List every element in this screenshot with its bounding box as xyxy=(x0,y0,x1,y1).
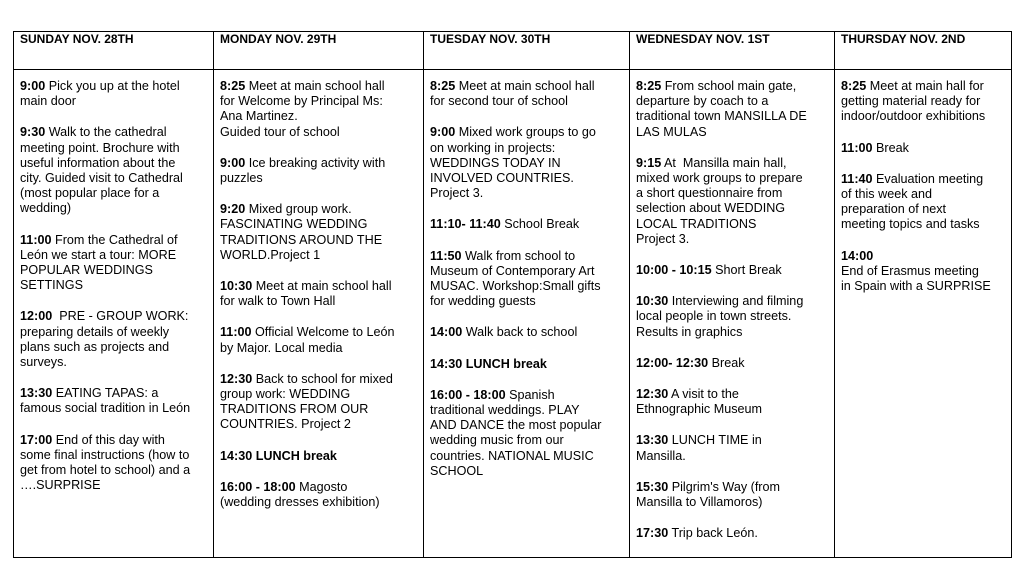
entry-line xyxy=(20,79,207,94)
entry-line xyxy=(636,109,828,124)
entry-text: INVOLVED COUNTRIES. xyxy=(430,171,574,186)
schedule-entry xyxy=(841,141,1005,156)
schedule-entry xyxy=(430,79,623,109)
schedule-entry xyxy=(20,433,207,494)
schedule-entry xyxy=(636,156,828,247)
entry-line xyxy=(20,156,207,171)
entry-text: SCHOOL xyxy=(430,463,484,478)
entry-text: meeting point. Brochure with xyxy=(20,140,180,155)
entry-text: selection about WEDDING xyxy=(636,201,786,216)
entry-text: Meet at main school hall xyxy=(252,279,392,294)
schedule-entry xyxy=(220,372,417,433)
entry-text: Interviewing and filming xyxy=(668,294,804,309)
day-cell-sunday xyxy=(14,70,214,558)
day-header-monday: MONDAY NOV. 29TH xyxy=(214,32,424,70)
entry-text: for wedding guests xyxy=(430,294,536,309)
schedule-row xyxy=(14,70,1012,558)
entry-time: 9:00 xyxy=(220,155,246,170)
entry-time: 11:00 xyxy=(20,232,52,247)
entry-line xyxy=(20,309,207,324)
day-cell-tuesday xyxy=(424,70,630,558)
entry-time: 12:00 xyxy=(20,309,53,324)
entry-line xyxy=(636,171,828,186)
schedule-entry xyxy=(430,217,623,232)
entry-line xyxy=(430,294,623,309)
day-header-sunday: SUNDAY NOV. 28TH xyxy=(14,32,214,70)
entry-text: Ice breaking activity with xyxy=(245,155,386,170)
schedule-entry xyxy=(636,263,828,278)
entry-line xyxy=(430,171,623,186)
entry-text: for Welcome by Principal Ms: xyxy=(220,94,383,109)
day-header-thursday: THURSDAY NOV. 2ND xyxy=(835,32,1012,70)
entry-text: preparation of next xyxy=(841,202,947,217)
entry-line xyxy=(20,325,207,340)
entry-line xyxy=(220,387,417,402)
entry-text: Evaluation meeting xyxy=(872,171,984,186)
entry-line xyxy=(841,109,1005,124)
entry-text: Meet at main school hall xyxy=(245,79,385,93)
entry-line xyxy=(20,248,207,263)
entry-text: Guided tour of school xyxy=(220,124,340,139)
entry-line xyxy=(430,279,623,294)
entry-line xyxy=(220,109,417,124)
entry-time: 10:00 - 10:15 xyxy=(636,263,712,278)
schedule-entry xyxy=(430,388,623,479)
entry-text: Museum of Contemporary Art xyxy=(430,263,595,278)
entry-time: 14:00 xyxy=(430,325,463,340)
entry-line xyxy=(636,294,828,309)
schedule-entry xyxy=(20,233,207,294)
schedule-entry xyxy=(220,325,417,355)
entry-line xyxy=(430,79,623,94)
entry-time: 14:30 xyxy=(220,448,253,463)
entry-line xyxy=(20,233,207,248)
schedule-entry xyxy=(220,79,417,140)
entry-time: 8:25 xyxy=(430,79,456,93)
entry-time: 10:30 xyxy=(220,279,253,294)
entry-time: 9:15 xyxy=(636,155,662,170)
entry-line xyxy=(636,356,828,371)
entry-text: LOCAL TRADITIONS xyxy=(636,216,757,231)
entry-line xyxy=(430,325,623,340)
entry-time: 15:30 xyxy=(636,479,669,494)
entry-line xyxy=(841,264,1005,279)
entry-text: Ethnographic Museum xyxy=(636,402,763,417)
entry-time: 11:40 xyxy=(841,171,873,186)
entry-line xyxy=(636,449,828,464)
entry-line xyxy=(20,263,207,278)
entry-line xyxy=(20,171,207,186)
entry-line xyxy=(220,402,417,417)
day-header-tuesday: TUESDAY NOV. 30TH xyxy=(424,32,630,70)
schedule-entry xyxy=(430,325,623,340)
entry-text: Spanish xyxy=(505,387,555,402)
entry-line xyxy=(220,156,417,171)
schedule-entry xyxy=(20,79,207,109)
entry-line xyxy=(20,94,207,109)
entry-text: getting material ready for xyxy=(841,94,981,109)
entry-text: Mansilla to Villamoros) xyxy=(636,495,763,510)
entry-line xyxy=(220,79,417,94)
entry-text: main door xyxy=(20,94,77,109)
schedule-entry xyxy=(220,449,417,464)
entry-line xyxy=(636,309,828,324)
entry-text: A visit to the xyxy=(668,387,739,402)
entry-time: 11:00 xyxy=(841,140,873,155)
entry-line xyxy=(841,79,1005,94)
entry-line xyxy=(20,448,207,463)
entry-line xyxy=(20,141,207,156)
entry-text: indoor/outdoor exhibitions xyxy=(841,109,986,124)
entry-line xyxy=(220,125,417,140)
entry-line xyxy=(636,526,828,541)
entry-line xyxy=(430,418,623,433)
entry-time: 9:00 xyxy=(20,79,46,93)
entry-text: FASCINATING WEDDING xyxy=(220,217,368,232)
schedule-entry xyxy=(220,279,417,309)
entry-line xyxy=(20,340,207,355)
entry-time: 12:00- 12:30 xyxy=(636,355,709,370)
entry-text: Walk to the cathedral xyxy=(45,125,167,140)
entry-line xyxy=(636,263,828,278)
entry-line xyxy=(636,125,828,140)
entry-text: Meet at main hall for xyxy=(866,79,984,93)
entry-text: EATING TAPAS: a xyxy=(52,386,159,401)
entry-text: preparing details of weekly xyxy=(20,324,170,339)
day-header-wednesday: WEDNESDAY NOV. 1ST xyxy=(630,32,835,70)
entry-time: 12:30 xyxy=(220,371,253,386)
entry-text: Project 3. xyxy=(636,231,690,246)
entry-text: Mixed work groups to go xyxy=(455,125,596,140)
entry-text: PRE - GROUP WORK: xyxy=(52,309,189,324)
schedule-entry xyxy=(20,309,207,370)
entry-line xyxy=(841,217,1005,232)
entry-text: puzzles xyxy=(220,171,263,186)
entry-line xyxy=(20,386,207,401)
entry-line xyxy=(20,186,207,201)
entry-line xyxy=(220,279,417,294)
schedule-entry xyxy=(20,386,207,416)
schedule-entry xyxy=(841,249,1005,295)
entry-line xyxy=(636,186,828,201)
entry-line xyxy=(220,171,417,186)
entry-time: 13:30 xyxy=(636,433,669,448)
entry-text: Official Welcome to León xyxy=(251,325,395,340)
entry-text: (wedding dresses exhibition) xyxy=(220,495,380,510)
entry-line xyxy=(220,341,417,356)
entry-line xyxy=(636,433,828,448)
entry-line xyxy=(430,403,623,418)
entry-text: Magosto xyxy=(295,479,348,494)
entry-line xyxy=(220,217,417,232)
entry-text: Mixed group work. xyxy=(245,202,352,217)
entry-line xyxy=(220,94,417,109)
entry-text: Results in graphics xyxy=(636,324,743,339)
schedule-table xyxy=(13,31,1012,558)
entry-text: traditional weddings. PLAY xyxy=(430,403,580,418)
entry-time: 8:25 xyxy=(636,79,662,93)
entry-time: 8:25 xyxy=(220,79,246,93)
schedule-entry xyxy=(636,79,828,140)
schedule-entry xyxy=(636,387,828,417)
entry-text: Meet at main school hall xyxy=(455,79,595,93)
entry-text: on working in projects: xyxy=(430,140,556,155)
entry-line xyxy=(636,402,828,417)
entry-line xyxy=(430,449,623,464)
entry-line xyxy=(841,279,1005,294)
entry-text: Break xyxy=(708,355,745,370)
entry-text: COUNTRIES. Project 2 xyxy=(220,417,351,432)
entry-text: plans such as projects and xyxy=(20,339,170,354)
entry-text: POPULAR WEDDINGS xyxy=(20,263,153,278)
schedule-entry xyxy=(430,125,623,201)
entry-line xyxy=(220,294,417,309)
entry-line xyxy=(841,172,1005,187)
entry-text: mixed work groups to prepare xyxy=(636,171,803,186)
schedule-entry xyxy=(636,356,828,371)
entry-line xyxy=(20,433,207,448)
entry-text: School Break xyxy=(500,217,580,232)
entry-text: End of this day with xyxy=(52,432,165,447)
entry-text: From the Cathedral of xyxy=(51,232,178,247)
entry-text: by Major. Local media xyxy=(220,340,343,355)
entry-time: 9:00 xyxy=(430,125,456,140)
entry-line xyxy=(636,201,828,216)
entry-text: wedding music from our xyxy=(430,433,564,448)
entry-line xyxy=(20,355,207,370)
entry-text: for second tour of school xyxy=(430,94,568,109)
schedule-entry xyxy=(430,249,623,310)
entry-line xyxy=(636,232,828,247)
entry-text: of this week and xyxy=(841,187,933,202)
entry-time: 13:30 xyxy=(20,386,53,401)
entry-text: ….SURPRISE xyxy=(20,478,101,493)
entry-text: MUSAC. Workshop:Small gifts xyxy=(430,279,601,294)
entry-line xyxy=(430,388,623,403)
entry-text: city. Guided visit to Cathedral xyxy=(20,171,183,186)
entry-line xyxy=(430,141,623,156)
entry-text: TRADITIONS FROM OUR xyxy=(220,402,369,417)
entry-line xyxy=(20,463,207,478)
entry-line xyxy=(430,186,623,201)
schedule-entry xyxy=(220,156,417,186)
entry-text: León we start a tour: MORE xyxy=(20,247,177,262)
entry-line xyxy=(841,141,1005,156)
entry-line xyxy=(636,387,828,402)
entry-line xyxy=(636,94,828,109)
entry-text: LUNCH TIME in xyxy=(668,433,762,448)
entry-text: group work: WEDDING xyxy=(220,387,351,402)
entry-text: At Mansilla main hall, xyxy=(661,155,787,170)
entry-line xyxy=(430,249,623,264)
entry-time: 11:50 xyxy=(430,248,462,263)
schedule-entry xyxy=(636,294,828,340)
entry-text: some final instructions (how to xyxy=(20,447,190,462)
entry-line xyxy=(841,202,1005,217)
entry-line xyxy=(636,325,828,340)
entry-time: 16:00 - 18:00 xyxy=(220,479,296,494)
entry-line xyxy=(430,125,623,140)
entry-text: Ana Martinez. xyxy=(220,109,298,124)
entry-line xyxy=(636,79,828,94)
entry-text: a short questionnaire from xyxy=(636,186,783,201)
entry-text: WORLD.Project 1 xyxy=(220,247,321,262)
entry-line xyxy=(430,217,623,232)
schedule-entry xyxy=(20,125,207,216)
entry-text: From school main gate, xyxy=(661,79,797,93)
entry-text: LUNCH break xyxy=(462,356,547,371)
entry-line xyxy=(220,495,417,510)
entry-time: 9:30 xyxy=(20,125,46,140)
entry-line xyxy=(636,217,828,232)
entry-line xyxy=(220,325,417,340)
day-cell-thursday xyxy=(835,70,1012,558)
entry-line xyxy=(430,94,623,109)
entry-text: famous social tradition in León xyxy=(20,401,191,416)
entry-line xyxy=(220,202,417,217)
entry-line xyxy=(636,495,828,510)
entry-line xyxy=(841,249,1005,264)
entry-text: useful information about the xyxy=(20,155,176,170)
entry-time: 9:20 xyxy=(220,202,246,217)
schedule-entry xyxy=(636,480,828,510)
entry-time: 17:30 xyxy=(636,526,669,541)
entry-line xyxy=(430,156,623,171)
schedule-entry xyxy=(841,79,1005,125)
entry-text: Pilgrim's Way (from xyxy=(668,479,781,494)
entry-line xyxy=(220,449,417,464)
entry-text: End of Erasmus meeting xyxy=(841,263,979,278)
schedule-entry xyxy=(220,202,417,263)
schedule-entry xyxy=(220,480,417,510)
entry-time: 11:10- 11:40 xyxy=(430,217,501,232)
entry-line xyxy=(430,433,623,448)
entry-text: Project 3. xyxy=(430,186,484,201)
entry-text: WEDDINGS TODAY IN xyxy=(430,155,561,170)
entry-text: traditional town MANSILLA DE xyxy=(636,109,807,124)
entry-line xyxy=(20,278,207,293)
entry-line xyxy=(841,94,1005,109)
entry-text: local people in town streets. xyxy=(636,309,792,324)
entry-text: countries. NATIONAL MUSIC xyxy=(430,448,594,463)
entry-text: AND DANCE the most popular xyxy=(430,418,602,433)
entry-line xyxy=(20,125,207,140)
entry-text: in Spain with a SURPRISE xyxy=(841,279,991,294)
entry-time: 14:00 xyxy=(841,248,874,263)
entry-time: 12:30 xyxy=(636,387,669,402)
entry-text: Pick you up at the hotel xyxy=(45,79,180,93)
entry-text: surveys. xyxy=(20,355,67,370)
entry-text: (most popular place for a xyxy=(20,186,160,201)
entry-time: 8:25 xyxy=(841,79,867,93)
schedule-entry xyxy=(636,433,828,463)
entry-text: LUNCH break xyxy=(252,448,337,463)
entry-line xyxy=(841,187,1005,202)
entry-text: Walk from school to xyxy=(461,248,576,263)
entry-line xyxy=(220,372,417,387)
entry-text: get from hotel to school) and a xyxy=(20,463,191,478)
entry-line xyxy=(20,401,207,416)
entry-time: 14:30 xyxy=(430,356,463,371)
entry-time: 11:00 xyxy=(220,325,252,340)
entry-text: SETTINGS xyxy=(20,278,83,293)
entry-text: departure by coach to a xyxy=(636,94,769,109)
entry-text: meeting topics and tasks xyxy=(841,217,980,232)
entry-text: Trip back León. xyxy=(668,526,758,541)
entry-line xyxy=(636,156,828,171)
entry-line xyxy=(636,480,828,495)
entry-line xyxy=(20,201,207,216)
entry-line xyxy=(220,480,417,495)
day-cell-monday xyxy=(214,70,424,558)
schedule-entry xyxy=(636,526,828,541)
entry-line xyxy=(430,357,623,372)
entry-line xyxy=(20,478,207,493)
header-row xyxy=(14,32,1012,70)
entry-time: 10:30 xyxy=(636,294,669,309)
entry-text: LAS MULAS xyxy=(636,124,707,139)
entry-line xyxy=(430,464,623,479)
entry-text: Walk back to school xyxy=(462,325,578,340)
entry-text: TRADITIONS AROUND THE xyxy=(220,232,383,247)
schedule-entry xyxy=(430,357,623,372)
entry-text: wedding) xyxy=(20,201,72,216)
entry-text: Back to school for mixed xyxy=(252,371,393,386)
entry-text: Break xyxy=(872,140,909,155)
entry-text: for walk to Town Hall xyxy=(220,294,336,309)
entry-line xyxy=(430,264,623,279)
entry-time: 16:00 - 18:00 xyxy=(430,387,506,402)
entry-text: Mansilla. xyxy=(636,448,686,463)
schedule-entry xyxy=(841,172,1005,233)
entry-line xyxy=(220,417,417,432)
entry-line xyxy=(220,248,417,263)
entry-text: Short Break xyxy=(711,263,782,278)
day-cell-wednesday xyxy=(630,70,835,558)
entry-time: 17:00 xyxy=(20,432,53,447)
entry-line xyxy=(220,233,417,248)
